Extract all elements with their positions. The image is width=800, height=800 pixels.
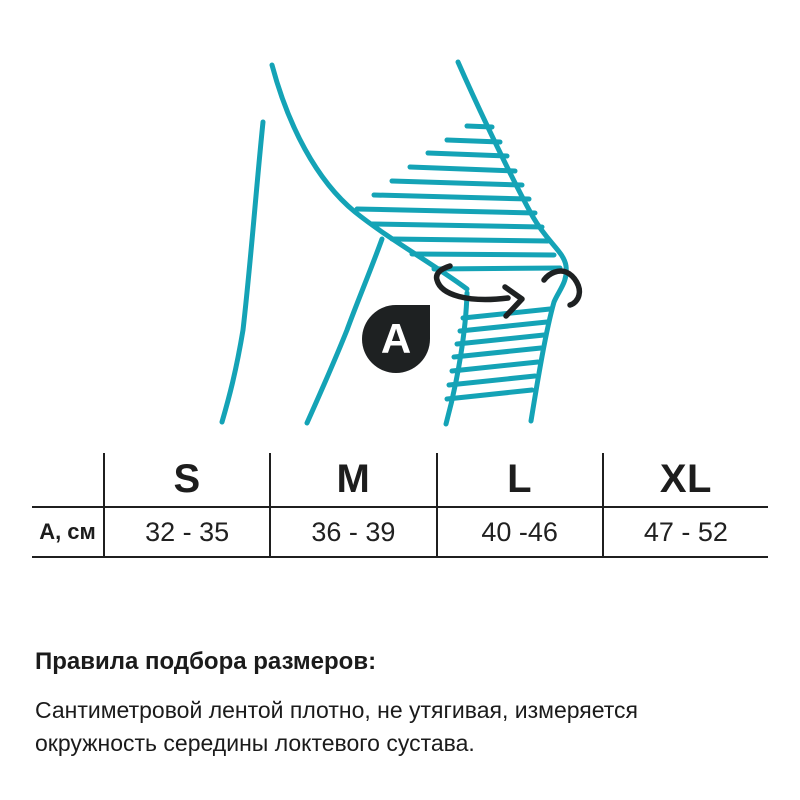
torso-back-line (222, 122, 263, 422)
size-table (32, 453, 768, 558)
size-value-m: 36 - 39 (269, 508, 435, 558)
sizing-rules-body: Сантиметровой лентой плотно, не утягивая, измеряется окружность середины локтевого сустава. (35, 697, 638, 756)
size-value-l: 40 -46 (436, 508, 602, 558)
upper-arm-hatching (357, 126, 560, 269)
table-corner-cell (32, 453, 103, 508)
marker-label: A (380, 315, 412, 362)
measurement-point-a-marker (362, 305, 430, 373)
sizing-rules-section (35, 648, 695, 760)
column-header-s: S (103, 453, 269, 508)
row-label-a-cm: А, см (32, 508, 103, 558)
column-header-m: M (269, 453, 435, 508)
column-header-l: L (436, 453, 602, 508)
column-header-xl: XL (602, 453, 768, 508)
size-value-s: 32 - 35 (103, 508, 269, 558)
sizing-rules-heading: Правила подбора размеров: (35, 648, 377, 675)
size-value-xl: 47 - 52 (602, 508, 768, 558)
